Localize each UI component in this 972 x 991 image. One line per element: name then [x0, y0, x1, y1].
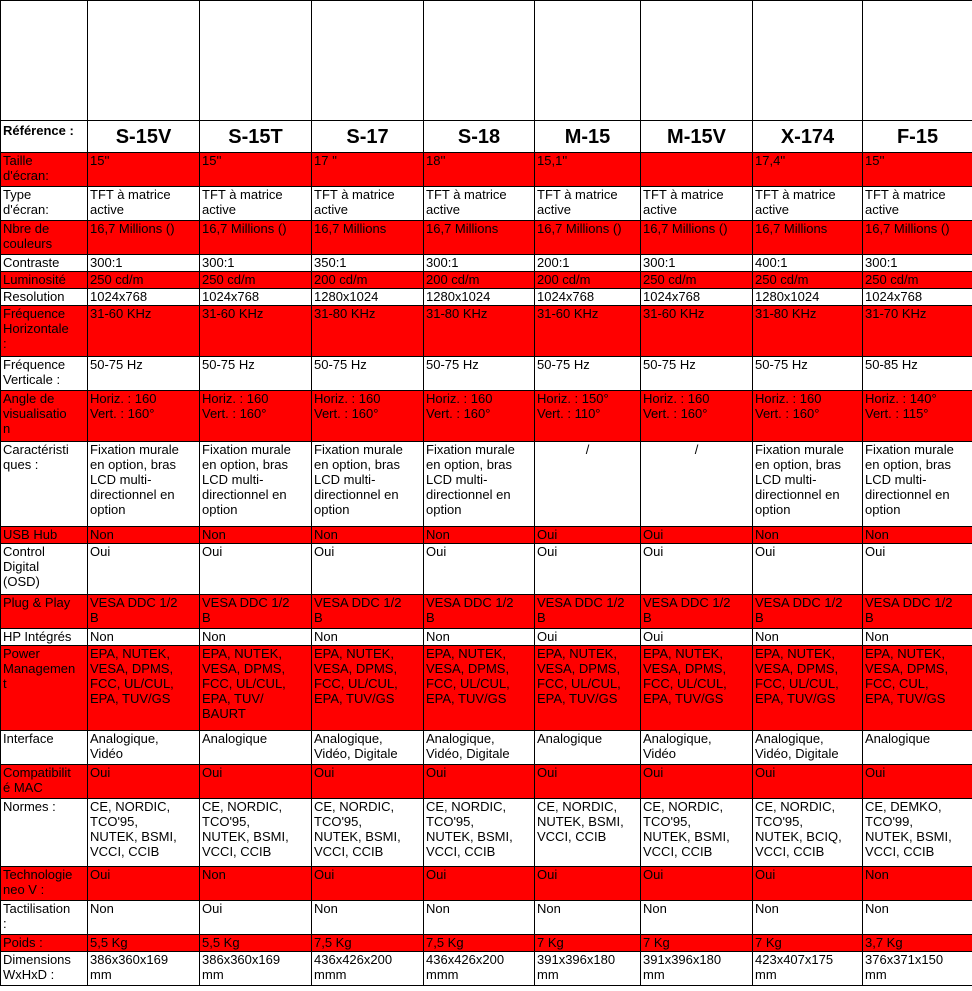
spec-value: 31-60 KHz: [641, 306, 753, 357]
spec-value: Oui: [753, 765, 863, 799]
spec-label: Taille d'écran:: [1, 153, 88, 187]
spec-value: Oui: [88, 867, 200, 901]
spec-value: 31-80 KHz: [312, 306, 424, 357]
spec-value: 31-60 KHz: [88, 306, 200, 357]
spec-value: Oui: [424, 867, 535, 901]
spec-value: Analogique, Vidéo: [641, 731, 753, 765]
spec-value: Non: [312, 527, 424, 544]
spec-row: [1, 935, 972, 952]
spec-value: 15,1'': [535, 153, 641, 187]
spec-value: 376x371x150 mm: [863, 952, 972, 986]
spec-value: 18'': [424, 153, 535, 187]
spec-value: 50-75 Hz: [535, 357, 641, 391]
spec-value: Non: [312, 901, 424, 935]
spec-value: 300:1: [641, 255, 753, 272]
spec-value: 300:1: [424, 255, 535, 272]
spec-row: [1, 799, 972, 867]
spec-value: 200 cd/m: [535, 272, 641, 289]
spec-value: Oui: [535, 544, 641, 595]
spec-value: Oui: [863, 765, 972, 799]
spec-label: Poids :: [1, 935, 88, 952]
spec-value: 50-85 Hz: [863, 357, 972, 391]
spec-value: Analogique: [200, 731, 312, 765]
spec-value: Horiz. : 160 Vert. : 160°: [88, 391, 200, 442]
spec-value: Non: [641, 901, 753, 935]
spec-value: 50-75 Hz: [88, 357, 200, 391]
spec-row: [1, 867, 972, 901]
spec-value: Horiz. : 160 Vert. : 160°: [200, 391, 312, 442]
spec-value: EPA, NUTEK, VESA, DPMS, FCC, UL/CUL, EPA, TUV/ BAURT: [200, 646, 312, 731]
spec-value: Analogique, Vidéo: [88, 731, 200, 765]
spec-row: [1, 306, 972, 357]
spec-label: HP Intégrés: [1, 629, 88, 646]
spec-value: CE, NORDIC, TCO'95, NUTEK, BSMI, VCCI, CCIB: [200, 799, 312, 867]
spec-value: Non: [753, 901, 863, 935]
spec-label: Power Managemen t: [1, 646, 88, 731]
spec-value: Fixation murale en option, bras LCD multi- directionnel en option: [88, 442, 200, 527]
model-name: S-18: [424, 121, 535, 153]
spec-value: 5,5 Kg: [88, 935, 200, 952]
spec-value: Non: [424, 901, 535, 935]
spec-value: 423x407x175 mm: [753, 952, 863, 986]
spec-label: Compatibilit é MAC: [1, 765, 88, 799]
spec-value: 391x396x180 mm: [535, 952, 641, 986]
spec-row: [1, 391, 972, 442]
spec-value: 300:1: [88, 255, 200, 272]
spec-value: Non: [424, 629, 535, 646]
spec-value: Non: [863, 867, 972, 901]
spec-row: [1, 731, 972, 765]
spec-value: Non: [88, 901, 200, 935]
spec-value: Oui: [641, 544, 753, 595]
spec-value: 200 cd/m: [312, 272, 424, 289]
spec-value: Oui: [535, 527, 641, 544]
spec-label: Angle de visualisatio n: [1, 391, 88, 442]
image-cell: [863, 1, 972, 121]
spec-value: Fixation murale en option, bras LCD multi- directionnel en option: [200, 442, 312, 527]
spec-value: 1280x1024: [753, 289, 863, 306]
spec-value: 50-75 Hz: [424, 357, 535, 391]
spec-value: 250 cd/m: [200, 272, 312, 289]
spec-value: 436x426x200 mmm: [312, 952, 424, 986]
spec-value: CE, DEMKO, TCO'99, NUTEK, BSMI, VCCI, CCIB: [863, 799, 972, 867]
spec-value: 250 cd/m: [753, 272, 863, 289]
spec-value: 50-75 Hz: [641, 357, 753, 391]
header-label: Référence :: [1, 121, 88, 153]
spec-label: Nbre de couleurs: [1, 221, 88, 255]
spec-value: 350:1: [312, 255, 424, 272]
spec-row: [1, 544, 972, 595]
spec-value: Non: [200, 527, 312, 544]
spec-value: Fixation murale en option, bras LCD multi- directionnel en option: [312, 442, 424, 527]
model-name: S-15V: [88, 121, 200, 153]
spec-value: Non: [312, 629, 424, 646]
spec-value: /: [535, 442, 641, 527]
spec-label: Fréquence Horizontale :: [1, 306, 88, 357]
spec-value: 200:1: [535, 255, 641, 272]
spec-value: CE, NORDIC, TCO'95, NUTEK, BCIQ, VCCI, CCIB: [753, 799, 863, 867]
spec-value: 1280x1024: [312, 289, 424, 306]
spec-row: [1, 289, 972, 306]
spec-value: Non: [200, 867, 312, 901]
spec-value: 436x426x200 mmm: [424, 952, 535, 986]
spec-value: TFT à matrice active: [863, 187, 972, 221]
spec-value: Analogique, Vidéo, Digitale: [312, 731, 424, 765]
spec-value: EPA, NUTEK, VESA, DPMS, FCC, UL/CUL, EPA, TUV/GS: [424, 646, 535, 731]
spec-value: Oui: [863, 544, 972, 595]
spec-value: 1024x768: [535, 289, 641, 306]
spec-value: Non: [753, 629, 863, 646]
spec-value: 1024x768: [863, 289, 972, 306]
spec-value: EPA, NUTEK, VESA, DPMS, FCC, UL/CUL, EPA, TUV/GS: [535, 646, 641, 731]
spec-value: Oui: [312, 544, 424, 595]
spec-value: 50-75 Hz: [312, 357, 424, 391]
spec-value: CE, NORDIC, TCO'95, NUTEK, BSMI, VCCI, CCIB: [424, 799, 535, 867]
spec-value: VESA DDC 1/2 B: [641, 595, 753, 629]
spec-value: Oui: [535, 765, 641, 799]
spec-label: Normes :: [1, 799, 88, 867]
spec-value: TFT à matrice active: [312, 187, 424, 221]
spec-value: Oui: [535, 867, 641, 901]
spec-value: Oui: [641, 629, 753, 646]
spec-row: [1, 221, 972, 255]
spec-value: 31-70 KHz: [863, 306, 972, 357]
spec-value: Fixation murale en option, bras LCD multi- directionnel en option: [424, 442, 535, 527]
spec-label: Fréquence Verticale :: [1, 357, 88, 391]
spec-value: CE, NORDIC, NUTEK, BSMI, VCCI, CCIB: [535, 799, 641, 867]
image-cell: [1, 1, 88, 121]
spec-row: [1, 646, 972, 731]
spec-value: VESA DDC 1/2 B: [200, 595, 312, 629]
spec-value: 31-60 KHz: [200, 306, 312, 357]
spec-value: TFT à matrice active: [88, 187, 200, 221]
spec-value: Horiz. : 160 Vert. : 160°: [641, 391, 753, 442]
spec-value: 1024x768: [200, 289, 312, 306]
spec-value: 31-60 KHz: [535, 306, 641, 357]
spec-value: Non: [535, 901, 641, 935]
spec-value: /: [641, 442, 753, 527]
spec-value: Analogique, Vidéo, Digitale: [753, 731, 863, 765]
spec-value: 7,5 Kg: [424, 935, 535, 952]
spec-value: 16,7 Millions: [312, 221, 424, 255]
spec-value: Non: [863, 901, 972, 935]
spec-value: 16,7 Millions: [424, 221, 535, 255]
model-name: M-15: [535, 121, 641, 153]
spec-value: 386x360x169 mm: [200, 952, 312, 986]
spec-value: 3,7 Kg: [863, 935, 972, 952]
spec-value: VESA DDC 1/2 B: [863, 595, 972, 629]
spec-row: [1, 442, 972, 527]
spec-value: 7,5 Kg: [312, 935, 424, 952]
spec-value: EPA, NUTEK, VESA, DPMS, FCC, CUL, EPA, TUV/GS: [863, 646, 972, 731]
spec-value: Oui: [424, 765, 535, 799]
spec-value: Oui: [641, 867, 753, 901]
spec-row: [1, 765, 972, 799]
model-name: M-15V: [641, 121, 753, 153]
spec-row: [1, 952, 972, 986]
spec-value: 17,4'': [753, 153, 863, 187]
model-name: F-15: [863, 121, 972, 153]
spec-label: Control Digital (OSD): [1, 544, 88, 595]
spec-value: EPA, NUTEK, VESA, DPMS, FCC, UL/CUL, EPA, TUV/GS: [753, 646, 863, 731]
spec-value: 16,7 Millions (): [88, 221, 200, 255]
model-header-row: [1, 121, 972, 153]
spec-value: Oui: [641, 527, 753, 544]
spec-value: Oui: [312, 867, 424, 901]
spec-value: Analogique, Vidéo, Digitale: [424, 731, 535, 765]
spec-value: Non: [424, 527, 535, 544]
image-cell: [312, 1, 424, 121]
spec-value: 1280x1024: [424, 289, 535, 306]
spec-value: 16,7 Millions (): [641, 221, 753, 255]
spec-value: 17 '': [312, 153, 424, 187]
spec-value: Oui: [753, 544, 863, 595]
spec-row: [1, 272, 972, 289]
spec-value: 200 cd/m: [424, 272, 535, 289]
spec-value: Horiz. : 160 Vert. : 160°: [753, 391, 863, 442]
spec-value: Fixation murale en option, bras LCD multi- directionnel en option: [863, 442, 972, 527]
spec-value: Non: [88, 527, 200, 544]
spec-value: Non: [88, 629, 200, 646]
spec-value: Oui: [88, 765, 200, 799]
spec-value: Oui: [312, 765, 424, 799]
spec-value: 386x360x169 mm: [88, 952, 200, 986]
spec-label: Tactilisation :: [1, 901, 88, 935]
spec-value: Oui: [535, 629, 641, 646]
spec-value: 31-80 KHz: [753, 306, 863, 357]
spec-row: [1, 187, 972, 221]
image-cell: [200, 1, 312, 121]
spec-value: 300:1: [200, 255, 312, 272]
spec-value: Non: [863, 629, 972, 646]
spec-row: [1, 595, 972, 629]
image-cell: [88, 1, 200, 121]
spec-value: 50-75 Hz: [753, 357, 863, 391]
image-row: [1, 1, 972, 121]
spec-value: Fixation murale en option, bras LCD multi- directionnel en option: [753, 442, 863, 527]
spec-value: 16,7 Millions: [753, 221, 863, 255]
spec-value: Non: [863, 527, 972, 544]
spec-row: [1, 901, 972, 935]
spec-label: Plug & Play: [1, 595, 88, 629]
spec-value: 7 Kg: [535, 935, 641, 952]
spec-value: Non: [200, 629, 312, 646]
spec-value: Horiz. : 140° Vert. : 115°: [863, 391, 972, 442]
spec-label: Resolution: [1, 289, 88, 306]
spec-value: Oui: [200, 544, 312, 595]
spec-label: Type d'écran:: [1, 187, 88, 221]
spec-value: VESA DDC 1/2 B: [753, 595, 863, 629]
spec-value: Oui: [641, 765, 753, 799]
spec-value: 391x396x180 mm: [641, 952, 753, 986]
spec-value: 16,7 Millions (): [535, 221, 641, 255]
spec-value: 5,5 Kg: [200, 935, 312, 952]
spec-value: 50-75 Hz: [200, 357, 312, 391]
image-cell: [535, 1, 641, 121]
spec-value: 7 Kg: [753, 935, 863, 952]
spec-value: EPA, NUTEK, VESA, DPMS, FCC, UL/CUL, EPA, TUV/GS: [641, 646, 753, 731]
spec-value: 16,7 Millions (): [863, 221, 972, 255]
spec-value: VESA DDC 1/2 B: [424, 595, 535, 629]
spec-value: TFT à matrice active: [200, 187, 312, 221]
model-name: X-174: [753, 121, 863, 153]
spec-value: 15'': [88, 153, 200, 187]
spec-value: 250 cd/m: [88, 272, 200, 289]
model-name: S-17: [312, 121, 424, 153]
spec-value: 15'': [863, 153, 972, 187]
spec-value: VESA DDC 1/2 B: [312, 595, 424, 629]
spec-label: Technologie neo V :: [1, 867, 88, 901]
spec-label: Interface: [1, 731, 88, 765]
spec-value: EPA, NUTEK, VESA, DPMS, FCC, UL/CUL, EPA, TUV/GS: [312, 646, 424, 731]
spec-value: 1024x768: [641, 289, 753, 306]
spec-value: Horiz. : 160 Vert. : 160°: [424, 391, 535, 442]
spec-value: 7 Kg: [641, 935, 753, 952]
spec-value: Oui: [424, 544, 535, 595]
spec-value: Oui: [88, 544, 200, 595]
image-cell: [753, 1, 863, 121]
spec-value: 31-80 KHz: [424, 306, 535, 357]
spec-value: TFT à matrice active: [753, 187, 863, 221]
image-cell: [424, 1, 535, 121]
spec-value: Oui: [753, 867, 863, 901]
spec-row: [1, 153, 972, 187]
spec-value: 250 cd/m: [863, 272, 972, 289]
spec-value: Oui: [200, 901, 312, 935]
spec-value: Horiz. : 160 Vert. : 160°: [312, 391, 424, 442]
spec-value: VESA DDC 1/2 B: [88, 595, 200, 629]
spec-label: Caractéristi ques :: [1, 442, 88, 527]
spec-value: Analogique: [535, 731, 641, 765]
spec-row: [1, 357, 972, 391]
spec-value: Analogique: [863, 731, 972, 765]
spec-body: [1, 153, 972, 986]
spec-value: 15'': [200, 153, 312, 187]
spec-value: EPA, NUTEK, VESA, DPMS, FCC, UL/CUL, EPA, TUV/GS: [88, 646, 200, 731]
spec-value: Non: [753, 527, 863, 544]
image-cell: [641, 1, 753, 121]
spec-label: Contraste: [1, 255, 88, 272]
spec-value: Horiz. : 150° Vert. : 110°: [535, 391, 641, 442]
spec-label: Luminosité: [1, 272, 88, 289]
spec-value: TFT à matrice active: [424, 187, 535, 221]
spec-row: [1, 527, 972, 544]
spec-value: VESA DDC 1/2 B: [535, 595, 641, 629]
spec-row: [1, 255, 972, 272]
spec-value: Oui: [200, 765, 312, 799]
spec-label: Dimensions WxHxD :: [1, 952, 88, 986]
spec-row: [1, 629, 972, 646]
spec-value: 300:1: [863, 255, 972, 272]
spec-value: CE, NORDIC, TCO'95, NUTEK, BSMI, VCCI, CCIB: [641, 799, 753, 867]
model-name: S-15T: [200, 121, 312, 153]
spec-value: 400:1: [753, 255, 863, 272]
spec-value: CE, NORDIC, TCO'95, NUTEK, BSMI, VCCI, CCIB: [312, 799, 424, 867]
spec-value: CE, NORDIC, TCO'95, NUTEK, BSMI, VCCI, CCIB: [88, 799, 200, 867]
spec-value: 250 cd/m: [641, 272, 753, 289]
spec-label: USB Hub: [1, 527, 88, 544]
spec-value: TFT à matrice active: [641, 187, 753, 221]
spec-value: TFT à matrice active: [535, 187, 641, 221]
spec-value: 16,7 Millions (): [200, 221, 312, 255]
spec-value: 1024x768: [88, 289, 200, 306]
spec-value: [641, 153, 753, 187]
